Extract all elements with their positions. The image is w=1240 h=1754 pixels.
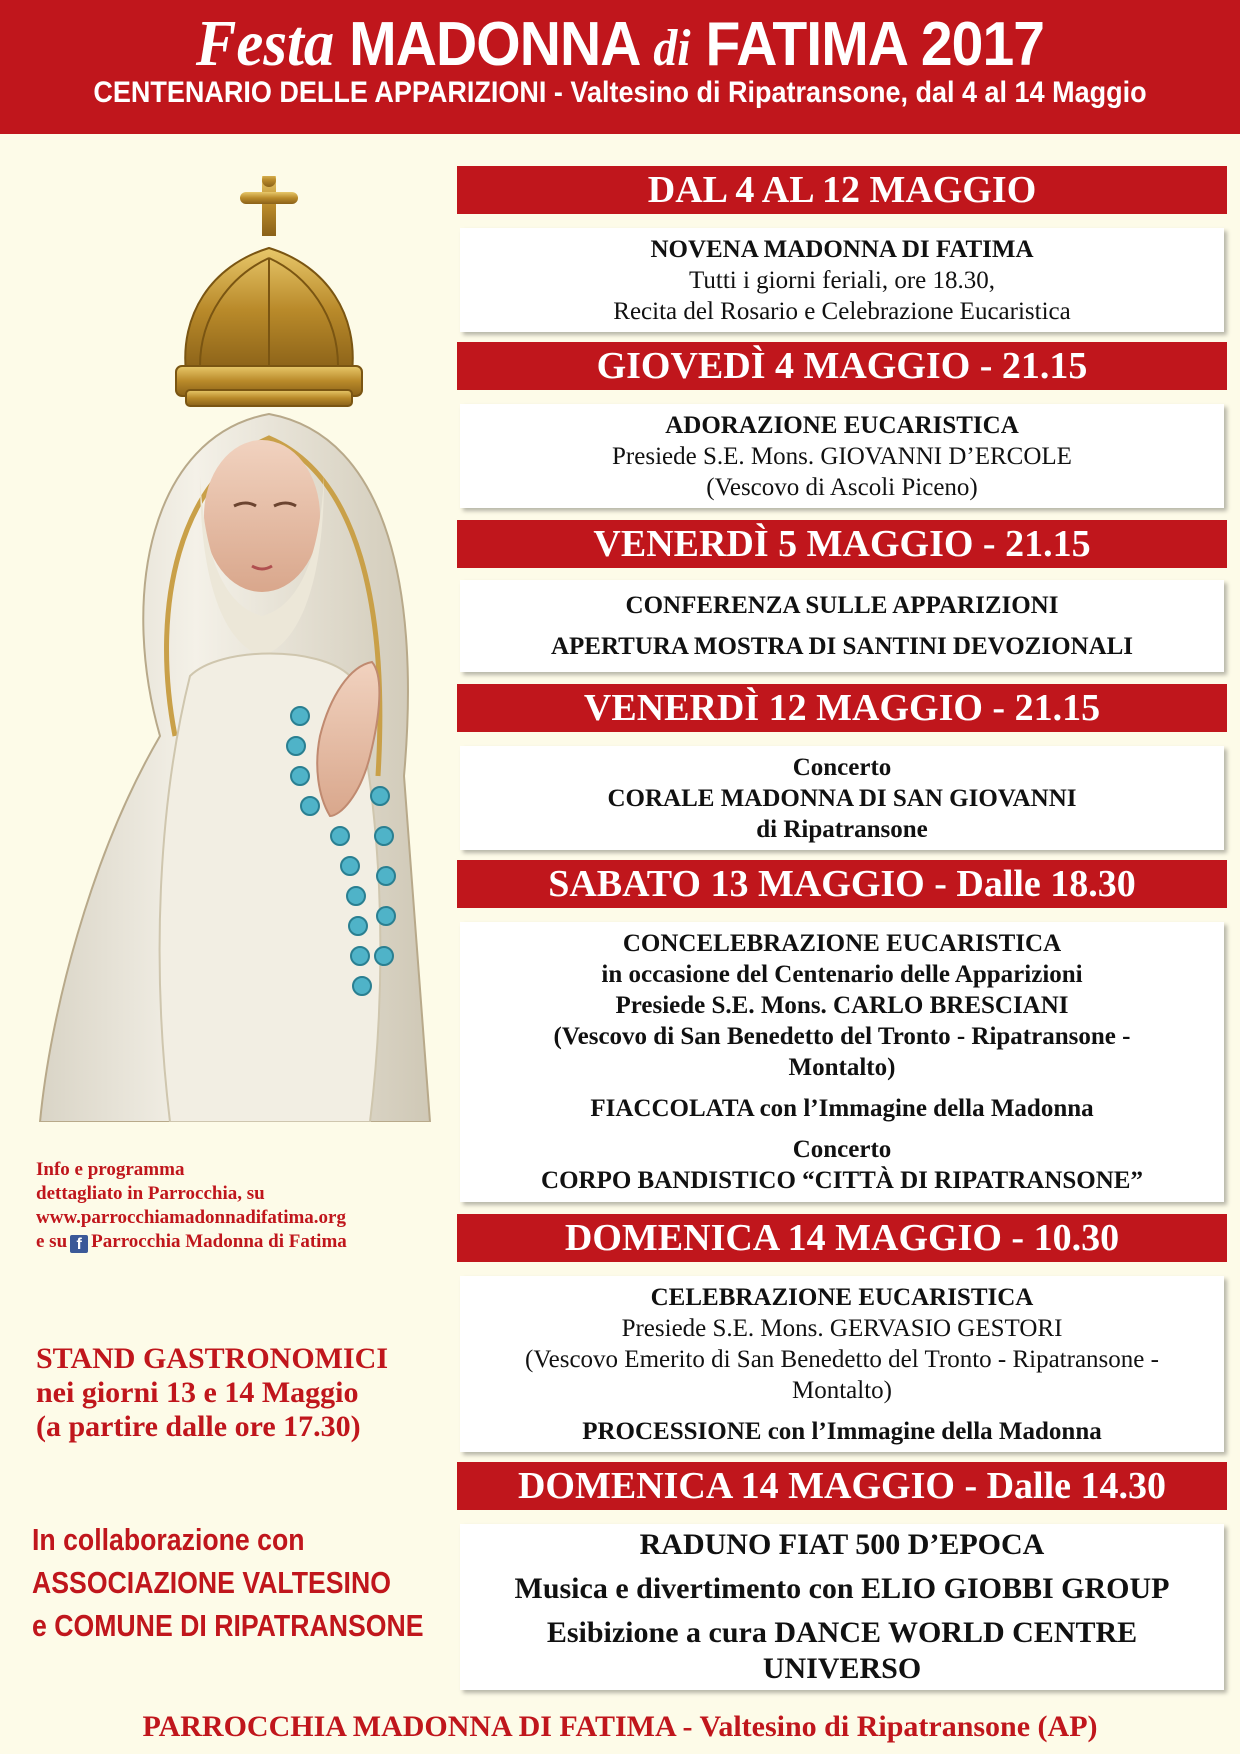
event-line: Recita del Rosario e Celebrazione Eucaristica xyxy=(613,297,1071,325)
stand-gastronomici-block xyxy=(36,1342,456,1444)
line-gap xyxy=(460,1607,1224,1615)
title-connector: di xyxy=(653,20,691,77)
line-gap xyxy=(460,1083,1224,1093)
stand-line-1: STAND GASTRONOMICI xyxy=(36,1342,388,1375)
event-line: CONFERENZA SULLE APPARIZIONI xyxy=(625,592,1059,619)
line-gap xyxy=(460,621,1224,631)
event-details xyxy=(460,922,1224,1202)
title-script-word: Festa xyxy=(195,7,335,80)
crown-cross xyxy=(240,176,298,236)
event-line: Montalto) xyxy=(792,1376,892,1404)
facebook-page-name[interactable]: Parrocchia Madonna di Fatima xyxy=(91,1231,347,1252)
event-heading: VENERDÌ 12 MAGGIO - 21.15 xyxy=(457,684,1227,732)
event-heading: GIOVEDÌ 4 MAGGIO - 21.15 xyxy=(457,342,1227,390)
event-line: RADUNO FIAT 500 D’EPOCA xyxy=(639,1528,1045,1561)
event-details xyxy=(460,1524,1224,1690)
event-line: Presiede S.E. Mons. CARLO BRESCIANI xyxy=(615,992,1069,1019)
event-line: Presiede S.E. Mons. GERVASIO GESTORI xyxy=(621,1314,1063,1342)
event-line: (Vescovo di San Benedetto del Tronto - Ripatransone - xyxy=(553,1023,1131,1050)
collab-line-2: ASSOCIAZIONE VALTESINO xyxy=(32,1565,391,1600)
event-heading: DOMENICA 14 MAGGIO - 10.30 xyxy=(457,1214,1227,1262)
footer-location: Valtesino di Ripatransone (AP) xyxy=(699,1710,1098,1743)
event-line: NOVENA MADONNA DI FATIMA xyxy=(650,235,1034,263)
event-line: UNIVERSO xyxy=(762,1652,922,1685)
event-heading: VENERDÌ 5 MAGGIO - 21.15 xyxy=(457,520,1227,568)
title-part1: MADONNA xyxy=(349,10,639,79)
stand-line-2: nei giorni 13 e 14 Maggio xyxy=(36,1376,359,1409)
page-subtitle: CENTENARIO DELLE APPARIZIONI - Valtesino di Ripatransone, dal 4 al 14 Maggio xyxy=(93,76,1147,109)
info-line-2: dettagliato in Parrocchia, su xyxy=(36,1183,265,1204)
event-line: CONCELEBRAZIONE EUCARISTICA xyxy=(622,930,1062,957)
facebook-prefix: e su xyxy=(36,1231,68,1252)
madonna-statue-image xyxy=(0,176,454,1122)
footer-separator: - xyxy=(682,1710,693,1743)
event-line: ADORAZIONE EUCARISTICA xyxy=(665,411,1019,439)
footer-parish xyxy=(0,1710,1240,1744)
event-line: in occasione del Centenario delle Apparizioni xyxy=(601,961,1083,988)
event-line: Tutti i giorni feriali, ore 18.30, xyxy=(689,266,995,294)
line-gap xyxy=(460,1124,1224,1134)
page-title xyxy=(50,6,1191,82)
line-gap xyxy=(460,1563,1224,1571)
facebook-line[interactable] xyxy=(36,1230,456,1254)
event-line: Esibizione a cura DANCE WORLD CENTRE xyxy=(546,1616,1138,1649)
event-details xyxy=(460,404,1224,508)
crown xyxy=(176,248,362,406)
line-gap xyxy=(460,1406,1224,1416)
website-link[interactable]: www.parrocchiamadonnadifatima.org xyxy=(36,1207,346,1228)
event-line: Montalto) xyxy=(788,1054,896,1081)
event-line: Musica e divertimento con ELIO GIOBBI GROUP xyxy=(514,1572,1170,1605)
event-line: Concerto xyxy=(792,1136,892,1163)
event-details xyxy=(460,746,1224,850)
event-heading: DOMENICA 14 MAGGIO - Dalle 14.30 xyxy=(457,1462,1227,1510)
collab-line-1: In collaborazione con xyxy=(32,1522,305,1557)
event-details xyxy=(460,580,1224,672)
collab-line-3: e COMUNE DI RIPATRANSONE xyxy=(32,1608,424,1643)
event-line: CORALE MADONNA DI SAN GIOVANNI xyxy=(607,784,1077,812)
title-part2: FATIMA 2017 xyxy=(705,10,1045,79)
event-line: APERTURA MOSTRA DI SANTINI DEVOZIONALI xyxy=(550,633,1134,660)
event-line: (Vescovo Emerito di San Benedetto del Tronto - Ripatransone - xyxy=(525,1345,1159,1373)
event-details xyxy=(460,1276,1224,1452)
event-line: Concerto xyxy=(792,753,892,781)
event-line: FIACCOLATA con l’Immagine della Madonna xyxy=(590,1095,1094,1122)
event-line: CORPO BANDISTICO “CITTÀ DI RIPATRANSONE” xyxy=(541,1167,1143,1194)
header-banner xyxy=(0,0,1240,134)
event-line: (Vescovo di Ascoli Piceno) xyxy=(706,473,978,501)
info-line-1: Info e programma xyxy=(36,1159,185,1180)
footer-parish-name: PARROCCHIA MADONNA DI FATIMA xyxy=(142,1710,675,1743)
event-heading: SABATO 13 MAGGIO - Dalle 18.30 xyxy=(457,860,1227,908)
event-line: PROCESSIONE con l’Immagine della Madonna xyxy=(582,1417,1102,1445)
collaboration-block xyxy=(32,1518,424,1647)
event-line: di Ripatransone xyxy=(756,815,928,843)
stand-line-3: (a partire dalle ore 17.30) xyxy=(36,1410,361,1443)
event-heading: DAL 4 AL 12 MAGGIO xyxy=(457,166,1227,214)
info-block xyxy=(36,1158,456,1254)
event-details xyxy=(460,228,1224,332)
event-line: Presiede S.E. Mons. GIOVANNI D’ERCOLE xyxy=(612,442,1072,470)
facebook-icon: f xyxy=(70,1235,88,1253)
event-line: CELEBRAZIONE EUCARISTICA xyxy=(650,1283,1034,1311)
